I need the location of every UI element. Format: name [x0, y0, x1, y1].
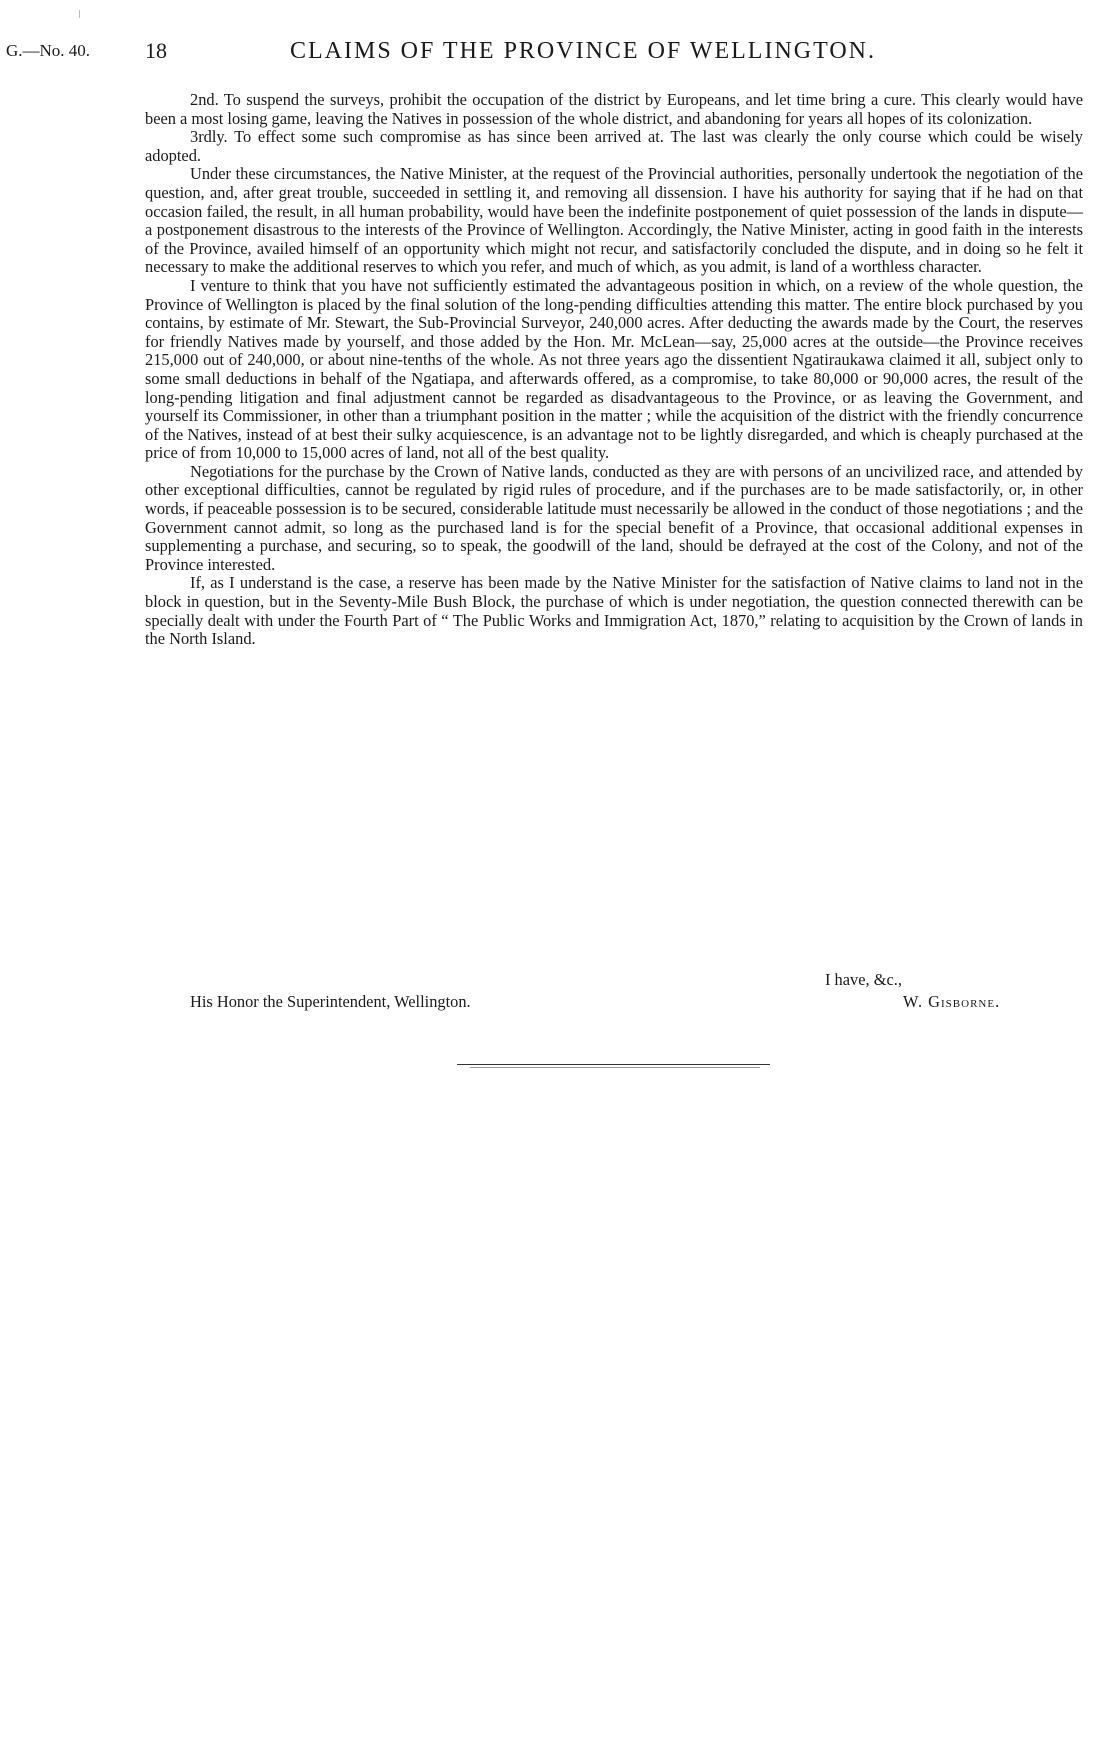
paragraph-third-option: 3rdly. To effect some such compromise as has since been arrived at. The last was clearly the only course which could be wisely adopted.: [145, 127, 1083, 165]
paragraph-negotiations: Negotiations for the purchase by the Crown of Native lands, conducted as they are with persons of an uncivilized race, and attended by other exceptional difficulties, cannot be regulated by rigid rules of procedure, and if the purchases are to be made satisfactorily, or, in other words, if peaceable possession is to be secured, considerable latitude must necessarily be allowed in the conduct of those negotiations ; and the Government cannot admit, so long as the purchased land is for the special benefit of a Province, that occasional additional expenses in supplementing a purchase, and securing, so to speak, the goodwill of the land, should be defrayed at the cost of the Colony, and not of the Province interested.: [145, 461, 1083, 574]
paragraph-native-minister: Under these circumstances, the Native Minister, at the request of the Provincial authorities, personally undertook the negotiation of the question, and, after great trouble, succeeded in settling it, and removing all dissension. I have his authority for saying that if he had on that occasion failed, the result, in all human probability, would have been the indefinite postponement of quiet possession of the lands in dispute—a postponement disastrous to the interests of the Province of Wellington. Accordingly, the Native Minister, acting in good faith in the interests of the Province, availed himself of an opportunity which might not recur, and satisfactorily concluded the dispute, and in doing so he felt it necessary to make the additional reserves to which you refer, and much of which, as you admit, is land of a worthless character.: [145, 164, 1083, 277]
page-title: CLAIMS OF THE PROVINCE OF WELLINGTON.: [290, 38, 877, 64]
signature: [903, 992, 1000, 1012]
paragraph-advantageous-position: I venture to think that you have not sufficiently estimated the advantageous position in which, on a review of the whole question, the Province of Wellington is placed by the final solution of the long-pending difficulties attending this matter. The entire block purchased by you contains, by estimate of Mr. Stewart, the Sub-Provincial Surveyor, 240,000 acres. After deducting the awards made by the Court, the reserves for friendly Natives made by yourself, and those added by the Hon. Mr. McLean—say, 25,000 acres at the outside—the Province receives 215,000 out of 240,000, or about nine-tenths of the whole. As not three years ago the dissentient Ngatiraukawa claimed it all, subject only to some small deductions in behalf of the Ngatiapa, and afterwards offered, as a compromise, to take 80,000 or 90,000 acres, the result of the long-pending litigation and final adjustment cannot be regarded as disadvantageous to the Province, or as leaving the Government, and yourself its Commissioner, in other than a triumphant position in the matter ; while the acquisition of the district with the friendly concurrence of the Natives, instead of at best their sulky acquiescence, is an advantage not to be lightly disregarded, and which is cheaply purchased at the price of from 10,000 to 15,000 acres of land, not all of the best quality.: [145, 275, 1083, 463]
paragraph-second-option: 2nd. To suspend the surveys, prohibit the occupation of the district by Europeans, and let time bring a cure. This clearly would have been a most losing game, leaving the Natives in possession of the whole district, and abandoning for years all hopes of its colonization.: [145, 90, 1083, 128]
page-number: 18: [145, 38, 167, 63]
addressee: His Honor the Superintendent, Wellington.: [190, 992, 471, 1011]
section-divider: [457, 1064, 770, 1065]
letter-body: [145, 91, 1083, 649]
page-header: [0, 38, 1114, 68]
signature-initial: W.: [903, 992, 924, 1011]
document-reference: G.—No. 40.: [6, 41, 91, 60]
margin-mark: [79, 10, 80, 18]
paragraph-reserve: If, as I understand is the case, a reserve has been made by the Native Minister for the satisfaction of Native claims to land not in the block in question, but in the Seventy-Mile Bush Block, the purchase of which is under negotiation, the question connected therewith can be specially dealt with under the Fourth Part of “ The Public Works and Immigration Act, 1870,” relating to acquisition by the Crown of lands in the North Island.: [145, 573, 1083, 649]
signature-name: Gisborne.: [928, 992, 1001, 1011]
section-divider-secondary: [470, 1067, 760, 1068]
valediction: I have, &c.,: [825, 970, 902, 989]
